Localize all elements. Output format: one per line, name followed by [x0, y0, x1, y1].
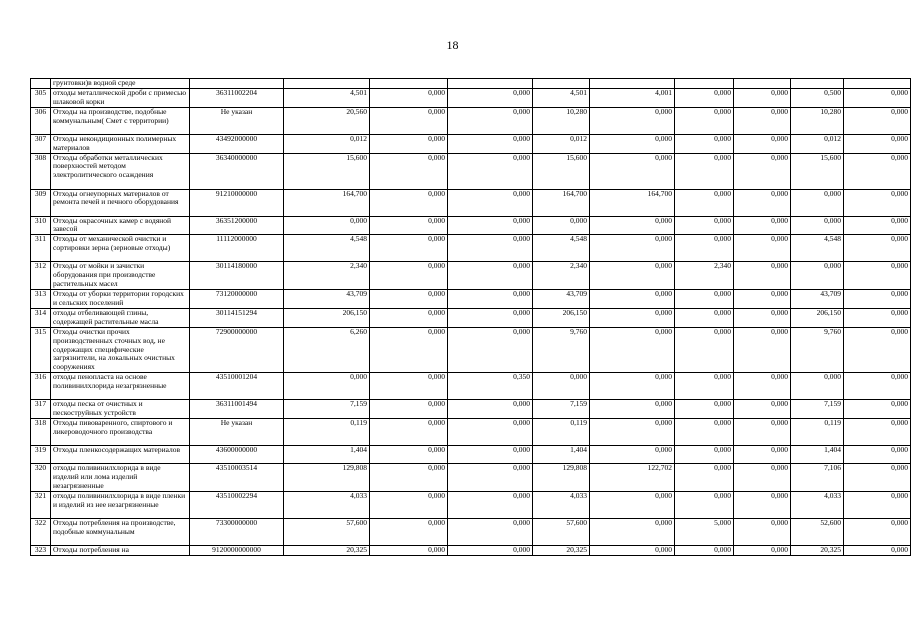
- row-number-cell: 321: [31, 491, 51, 518]
- value-cell-6: 0,000: [675, 464, 734, 492]
- value-cell-9: 0,000: [844, 464, 911, 492]
- value-cell-3: 0,000: [448, 446, 533, 464]
- waste-name-cell: Отходы от уборки территории городских и сельских поселений: [51, 290, 190, 309]
- value-cell-8: 9,760: [791, 327, 844, 373]
- value-cell-9: 0,000: [844, 327, 911, 373]
- value-cell-6: 0,000: [675, 134, 734, 153]
- value-cell-1: 6,260: [284, 327, 370, 373]
- row-number-cell: 320: [31, 464, 51, 492]
- waste-code-cell: 43600000000: [190, 446, 284, 464]
- value-cell-2: 0,000: [370, 373, 448, 400]
- table-row: [31, 153, 911, 189]
- waste-code-cell: 43510003514: [190, 464, 284, 492]
- waste-code-cell: 30114151294: [190, 308, 284, 327]
- table-row: [31, 189, 911, 216]
- value-cell-5: 0,000: [590, 308, 675, 327]
- value-cell-6: 5,000: [675, 518, 734, 545]
- value-cell-5: 4,001: [590, 88, 675, 107]
- value-cell-8: 0,500: [791, 88, 844, 107]
- value-cell-2: 0,000: [370, 107, 448, 134]
- value-cell-3: 0,000: [448, 262, 533, 290]
- value-cell-6: 0,000: [675, 235, 734, 262]
- value-cell-1: 2,340: [284, 262, 370, 290]
- value-cell-5: 0,000: [590, 290, 675, 309]
- value-cell-2: [370, 79, 448, 89]
- table-row: [31, 235, 911, 262]
- value-cell-5: 0,000: [590, 545, 675, 555]
- value-cell-9: 0,000: [844, 107, 911, 134]
- value-cell-8: 7,159: [791, 400, 844, 419]
- waste-name-cell: Отходы очистки прочих производственных сточных вод, не содержащих специфические загрязнители, на локальных очистных сооружениях: [51, 327, 190, 373]
- row-number-cell: 314: [31, 308, 51, 327]
- table-row: [31, 216, 911, 235]
- value-cell-7: 0,000: [734, 262, 791, 290]
- row-number-cell: 319: [31, 446, 51, 464]
- value-cell-5: 0,000: [590, 107, 675, 134]
- value-cell-8: 4,033: [791, 491, 844, 518]
- value-cell-1: 57,600: [284, 518, 370, 545]
- table-row: [31, 518, 911, 545]
- value-cell-9: 0,000: [844, 419, 911, 446]
- value-cell-2: 0,000: [370, 189, 448, 216]
- value-cell-7: 0,000: [734, 400, 791, 419]
- value-cell-7: 0,000: [734, 446, 791, 464]
- value-cell-4: 15,600: [533, 153, 590, 189]
- value-cell-3: 0,000: [448, 400, 533, 419]
- value-cell-7: 0,000: [734, 235, 791, 262]
- value-cell-3: 0,000: [448, 153, 533, 189]
- value-cell-7: 0,000: [734, 518, 791, 545]
- row-number-cell: 309: [31, 189, 51, 216]
- value-cell-1: 206,150: [284, 308, 370, 327]
- value-cell-7: 0,000: [734, 134, 791, 153]
- waste-code-cell: 30114180000: [190, 262, 284, 290]
- value-cell-4: 9,760: [533, 327, 590, 373]
- waste-name-cell: Отходы огнеупорных материалов от ремонта печей и печного оборудования: [51, 189, 190, 216]
- waste-code-cell: Не указан: [190, 419, 284, 446]
- value-cell-6: 0,000: [675, 400, 734, 419]
- value-cell-3: 0,000: [448, 216, 533, 235]
- value-cell-4: 0,012: [533, 134, 590, 153]
- waste-code-cell: Не указан: [190, 107, 284, 134]
- value-cell-3: 0,000: [448, 327, 533, 373]
- value-cell-5: 0,000: [590, 235, 675, 262]
- waste-code-cell: 43510002294: [190, 491, 284, 518]
- value-cell-5: 0,000: [590, 262, 675, 290]
- row-number-cell: 313: [31, 290, 51, 309]
- value-cell-9: 0,000: [844, 308, 911, 327]
- value-cell-8: 206,150: [791, 308, 844, 327]
- value-cell-8: 0,119: [791, 419, 844, 446]
- row-number-cell: 305: [31, 88, 51, 107]
- value-cell-6: 0,000: [675, 189, 734, 216]
- waste-code-cell: 36340000000: [190, 153, 284, 189]
- table-row: [31, 545, 911, 555]
- value-cell-1: 164,700: [284, 189, 370, 216]
- row-number-cell: 308: [31, 153, 51, 189]
- row-number-cell: 316: [31, 373, 51, 400]
- value-cell-3: 0,000: [448, 290, 533, 309]
- value-cell-2: 0,000: [370, 262, 448, 290]
- waste-name-cell: отходы поливинилхлорида в виде изделий или лома изделий незагрязненные: [51, 464, 190, 492]
- table-row: [31, 290, 911, 309]
- value-cell-5: 0,000: [590, 491, 675, 518]
- value-cell-6: 0,000: [675, 373, 734, 400]
- value-cell-2: 0,000: [370, 235, 448, 262]
- table-row: [31, 373, 911, 400]
- value-cell-8: [791, 79, 844, 89]
- value-cell-2: 0,000: [370, 491, 448, 518]
- value-cell-4: 7,159: [533, 400, 590, 419]
- value-cell-1: 0,000: [284, 216, 370, 235]
- waste-code-cell: 36311001494: [190, 400, 284, 419]
- value-cell-9: 0,000: [844, 518, 911, 545]
- value-cell-3: 0,000: [448, 419, 533, 446]
- value-cell-3: 0,000: [448, 235, 533, 262]
- value-cell-6: 0,000: [675, 88, 734, 107]
- value-cell-3: 0,000: [448, 491, 533, 518]
- value-cell-9: [844, 79, 911, 89]
- value-cell-1: 20,560: [284, 107, 370, 134]
- row-number-cell: 317: [31, 400, 51, 419]
- table-row: [31, 308, 911, 327]
- value-cell-8: 0,000: [791, 216, 844, 235]
- waste-table: [30, 78, 911, 556]
- page-number: 18: [446, 38, 459, 52]
- value-cell-8: 10,280: [791, 107, 844, 134]
- value-cell-6: 0,000: [675, 290, 734, 309]
- value-cell-1: 0,000: [284, 373, 370, 400]
- row-number-cell: 318: [31, 419, 51, 446]
- value-cell-4: 20,325: [533, 545, 590, 555]
- value-cell-9: 0,000: [844, 262, 911, 290]
- value-cell-5: 0,000: [590, 400, 675, 419]
- waste-name-cell: Отходы окрасочных камер с водяной завесой: [51, 216, 190, 235]
- table-row: [31, 79, 911, 89]
- value-cell-2: 0,000: [370, 400, 448, 419]
- waste-code-cell: 73120000000: [190, 290, 284, 309]
- waste-name-cell: Отходы обработки металлических поверхностей методом электролитического осаждения: [51, 153, 190, 189]
- value-cell-6: 0,000: [675, 216, 734, 235]
- value-cell-3: 0,000: [448, 189, 533, 216]
- value-cell-9: 0,000: [844, 88, 911, 107]
- value-cell-7: 0,000: [734, 327, 791, 373]
- value-cell-6: 2,340: [675, 262, 734, 290]
- value-cell-3: 0,350: [448, 373, 533, 400]
- waste-name-cell: Отходы на производстве, подобные коммунальным( Смет с территории): [51, 107, 190, 134]
- value-cell-7: 0,000: [734, 308, 791, 327]
- value-cell-1: [284, 79, 370, 89]
- value-cell-7: 0,000: [734, 290, 791, 309]
- value-cell-4: 57,600: [533, 518, 590, 545]
- value-cell-9: 0,000: [844, 545, 911, 555]
- value-cell-2: 0,000: [370, 327, 448, 373]
- waste-name-cell: Отходы от механической очистки и сортировки зерна (зерновые отходы): [51, 235, 190, 262]
- value-cell-2: 0,000: [370, 419, 448, 446]
- value-cell-1: 0,012: [284, 134, 370, 153]
- waste-code-cell: 43492000000: [190, 134, 284, 153]
- value-cell-9: 0,000: [844, 373, 911, 400]
- value-cell-8: 0,000: [791, 189, 844, 216]
- value-cell-2: 0,000: [370, 134, 448, 153]
- value-cell-5: 0,000: [590, 153, 675, 189]
- table-row: [31, 107, 911, 134]
- value-cell-4: 129,808: [533, 464, 590, 492]
- value-cell-4: 4,548: [533, 235, 590, 262]
- value-cell-7: 0,000: [734, 545, 791, 555]
- value-cell-7: [734, 79, 791, 89]
- value-cell-4: 43,709: [533, 290, 590, 309]
- value-cell-8: 20,325: [791, 545, 844, 555]
- row-number-cell: 307: [31, 134, 51, 153]
- value-cell-5: 0,000: [590, 134, 675, 153]
- value-cell-2: 0,000: [370, 308, 448, 327]
- value-cell-6: 0,000: [675, 419, 734, 446]
- value-cell-4: 164,700: [533, 189, 590, 216]
- value-cell-6: 0,000: [675, 545, 734, 555]
- table-row: [31, 464, 911, 492]
- value-cell-7: 0,000: [734, 419, 791, 446]
- value-cell-6: 0,000: [675, 153, 734, 189]
- row-number-cell: 311: [31, 235, 51, 262]
- value-cell-4: 0,119: [533, 419, 590, 446]
- value-cell-7: 0,000: [734, 373, 791, 400]
- value-cell-8: 1,404: [791, 446, 844, 464]
- value-cell-1: 4,501: [284, 88, 370, 107]
- row-number-cell: 322: [31, 518, 51, 545]
- value-cell-6: 0,000: [675, 491, 734, 518]
- value-cell-7: 0,000: [734, 491, 791, 518]
- waste-name-cell: отходы песка от очистных и пескоструйных устройств: [51, 400, 190, 419]
- table-row: [31, 419, 911, 446]
- waste-name-cell: отходы металлической дроби с примесью шлаковой корки: [51, 88, 190, 107]
- value-cell-2: 0,000: [370, 446, 448, 464]
- row-number-cell: [31, 79, 51, 89]
- value-cell-5: 0,000: [590, 373, 675, 400]
- waste-name-cell: Отходы потребления на: [51, 545, 190, 555]
- waste-code-cell: 91210000000: [190, 189, 284, 216]
- table-row: [31, 446, 911, 464]
- waste-code-cell: 73300000000: [190, 518, 284, 545]
- value-cell-1: 7,159: [284, 400, 370, 419]
- value-cell-6: 0,000: [675, 327, 734, 373]
- row-number-cell: 323: [31, 545, 51, 555]
- waste-name-cell: Отходы от мойки и зачистки оборудования при производстве растительных масел: [51, 262, 190, 290]
- value-cell-1: 0,119: [284, 419, 370, 446]
- waste-name-cell: Отходы некондиционных полимерных материалов: [51, 134, 190, 153]
- value-cell-3: 0,000: [448, 134, 533, 153]
- waste-code-cell: 36311002204: [190, 88, 284, 107]
- value-cell-3: [448, 79, 533, 89]
- value-cell-3: 0,000: [448, 88, 533, 107]
- value-cell-3: 0,000: [448, 545, 533, 555]
- value-cell-5: [590, 79, 675, 89]
- value-cell-5: 0,000: [590, 446, 675, 464]
- value-cell-7: 0,000: [734, 88, 791, 107]
- value-cell-2: 0,000: [370, 290, 448, 309]
- value-cell-5: 0,000: [590, 327, 675, 373]
- table-row: [31, 491, 911, 518]
- value-cell-7: 0,000: [734, 216, 791, 235]
- value-cell-6: 0,000: [675, 308, 734, 327]
- value-cell-6: 0,000: [675, 107, 734, 134]
- value-cell-6: [675, 79, 734, 89]
- value-cell-3: 0,000: [448, 308, 533, 327]
- value-cell-2: 0,000: [370, 216, 448, 235]
- value-cell-8: 4,548: [791, 235, 844, 262]
- waste-code-cell: 43510001204: [190, 373, 284, 400]
- value-cell-9: 0,000: [844, 153, 911, 189]
- table-row: [31, 400, 911, 419]
- table-row: [31, 88, 911, 107]
- waste-name-cell: Отходы потребления на производстве, подобные коммунальным: [51, 518, 190, 545]
- value-cell-5: 0,000: [590, 216, 675, 235]
- value-cell-1: 43,709: [284, 290, 370, 309]
- value-cell-9: 0,000: [844, 235, 911, 262]
- value-cell-3: 0,000: [448, 107, 533, 134]
- value-cell-5: 0,000: [590, 419, 675, 446]
- row-number-cell: 315: [31, 327, 51, 373]
- value-cell-1: 20,325: [284, 545, 370, 555]
- value-cell-2: 0,000: [370, 153, 448, 189]
- waste-name-cell: грунтовки)в водной среде: [51, 79, 190, 89]
- value-cell-4: 4,501: [533, 88, 590, 107]
- waste-code-cell: 36351200000: [190, 216, 284, 235]
- value-cell-2: 0,000: [370, 545, 448, 555]
- value-cell-9: 0,000: [844, 134, 911, 153]
- value-cell-2: 0,000: [370, 88, 448, 107]
- value-cell-1: 4,033: [284, 491, 370, 518]
- value-cell-7: 0,000: [734, 464, 791, 492]
- waste-name-cell: отходы пенопласта на основе поливинилхлорида незагрязненные: [51, 373, 190, 400]
- value-cell-4: 4,033: [533, 491, 590, 518]
- value-cell-1: 4,548: [284, 235, 370, 262]
- value-cell-8: 43,709: [791, 290, 844, 309]
- value-cell-7: 0,000: [734, 107, 791, 134]
- table-row: [31, 327, 911, 373]
- waste-code-cell: 11112000000: [190, 235, 284, 262]
- value-cell-4: 206,150: [533, 308, 590, 327]
- value-cell-1: 1,404: [284, 446, 370, 464]
- value-cell-3: 0,000: [448, 518, 533, 545]
- value-cell-1: 129,808: [284, 464, 370, 492]
- value-cell-8: 7,106: [791, 464, 844, 492]
- value-cell-2: 0,000: [370, 518, 448, 545]
- value-cell-4: 0,000: [533, 216, 590, 235]
- value-cell-5: 0,000: [590, 518, 675, 545]
- waste-code-cell: 72900000000: [190, 327, 284, 373]
- waste-name-cell: Отходы пивоваренного, спиртового и ликероводочного производства: [51, 419, 190, 446]
- value-cell-1: 15,600: [284, 153, 370, 189]
- waste-code-cell: 9120000000000: [190, 545, 284, 555]
- value-cell-5: 122,702: [590, 464, 675, 492]
- value-cell-8: 15,600: [791, 153, 844, 189]
- value-cell-9: 0,000: [844, 446, 911, 464]
- value-cell-4: [533, 79, 590, 89]
- waste-code-cell: [190, 79, 284, 89]
- value-cell-8: 52,600: [791, 518, 844, 545]
- value-cell-7: 0,000: [734, 153, 791, 189]
- value-cell-6: 0,000: [675, 446, 734, 464]
- table-row: [31, 262, 911, 290]
- value-cell-2: 0,000: [370, 464, 448, 492]
- value-cell-4: 10,280: [533, 107, 590, 134]
- value-cell-5: 164,700: [590, 189, 675, 216]
- row-number-cell: 306: [31, 107, 51, 134]
- value-cell-4: 1,404: [533, 446, 590, 464]
- value-cell-9: 0,000: [844, 290, 911, 309]
- row-number-cell: 312: [31, 262, 51, 290]
- value-cell-9: 0,000: [844, 216, 911, 235]
- table-row: [31, 134, 911, 153]
- waste-name-cell: отходы поливинилхлорида в виде пленки и изделий из нее незагрязненные: [51, 491, 190, 518]
- waste-name-cell: отходы отбеливающей глины, содержащей растительные масла: [51, 308, 190, 327]
- row-number-cell: 310: [31, 216, 51, 235]
- value-cell-8: 0,000: [791, 262, 844, 290]
- waste-name-cell: Отходы пленкосодержащих материалов: [51, 446, 190, 464]
- value-cell-9: 0,000: [844, 189, 911, 216]
- value-cell-7: 0,000: [734, 189, 791, 216]
- value-cell-8: 0,000: [791, 373, 844, 400]
- value-cell-9: 0,000: [844, 400, 911, 419]
- value-cell-3: 0,000: [448, 464, 533, 492]
- value-cell-8: 0,012: [791, 134, 844, 153]
- value-cell-9: 0,000: [844, 491, 911, 518]
- value-cell-4: 2,340: [533, 262, 590, 290]
- value-cell-4: 0,000: [533, 373, 590, 400]
